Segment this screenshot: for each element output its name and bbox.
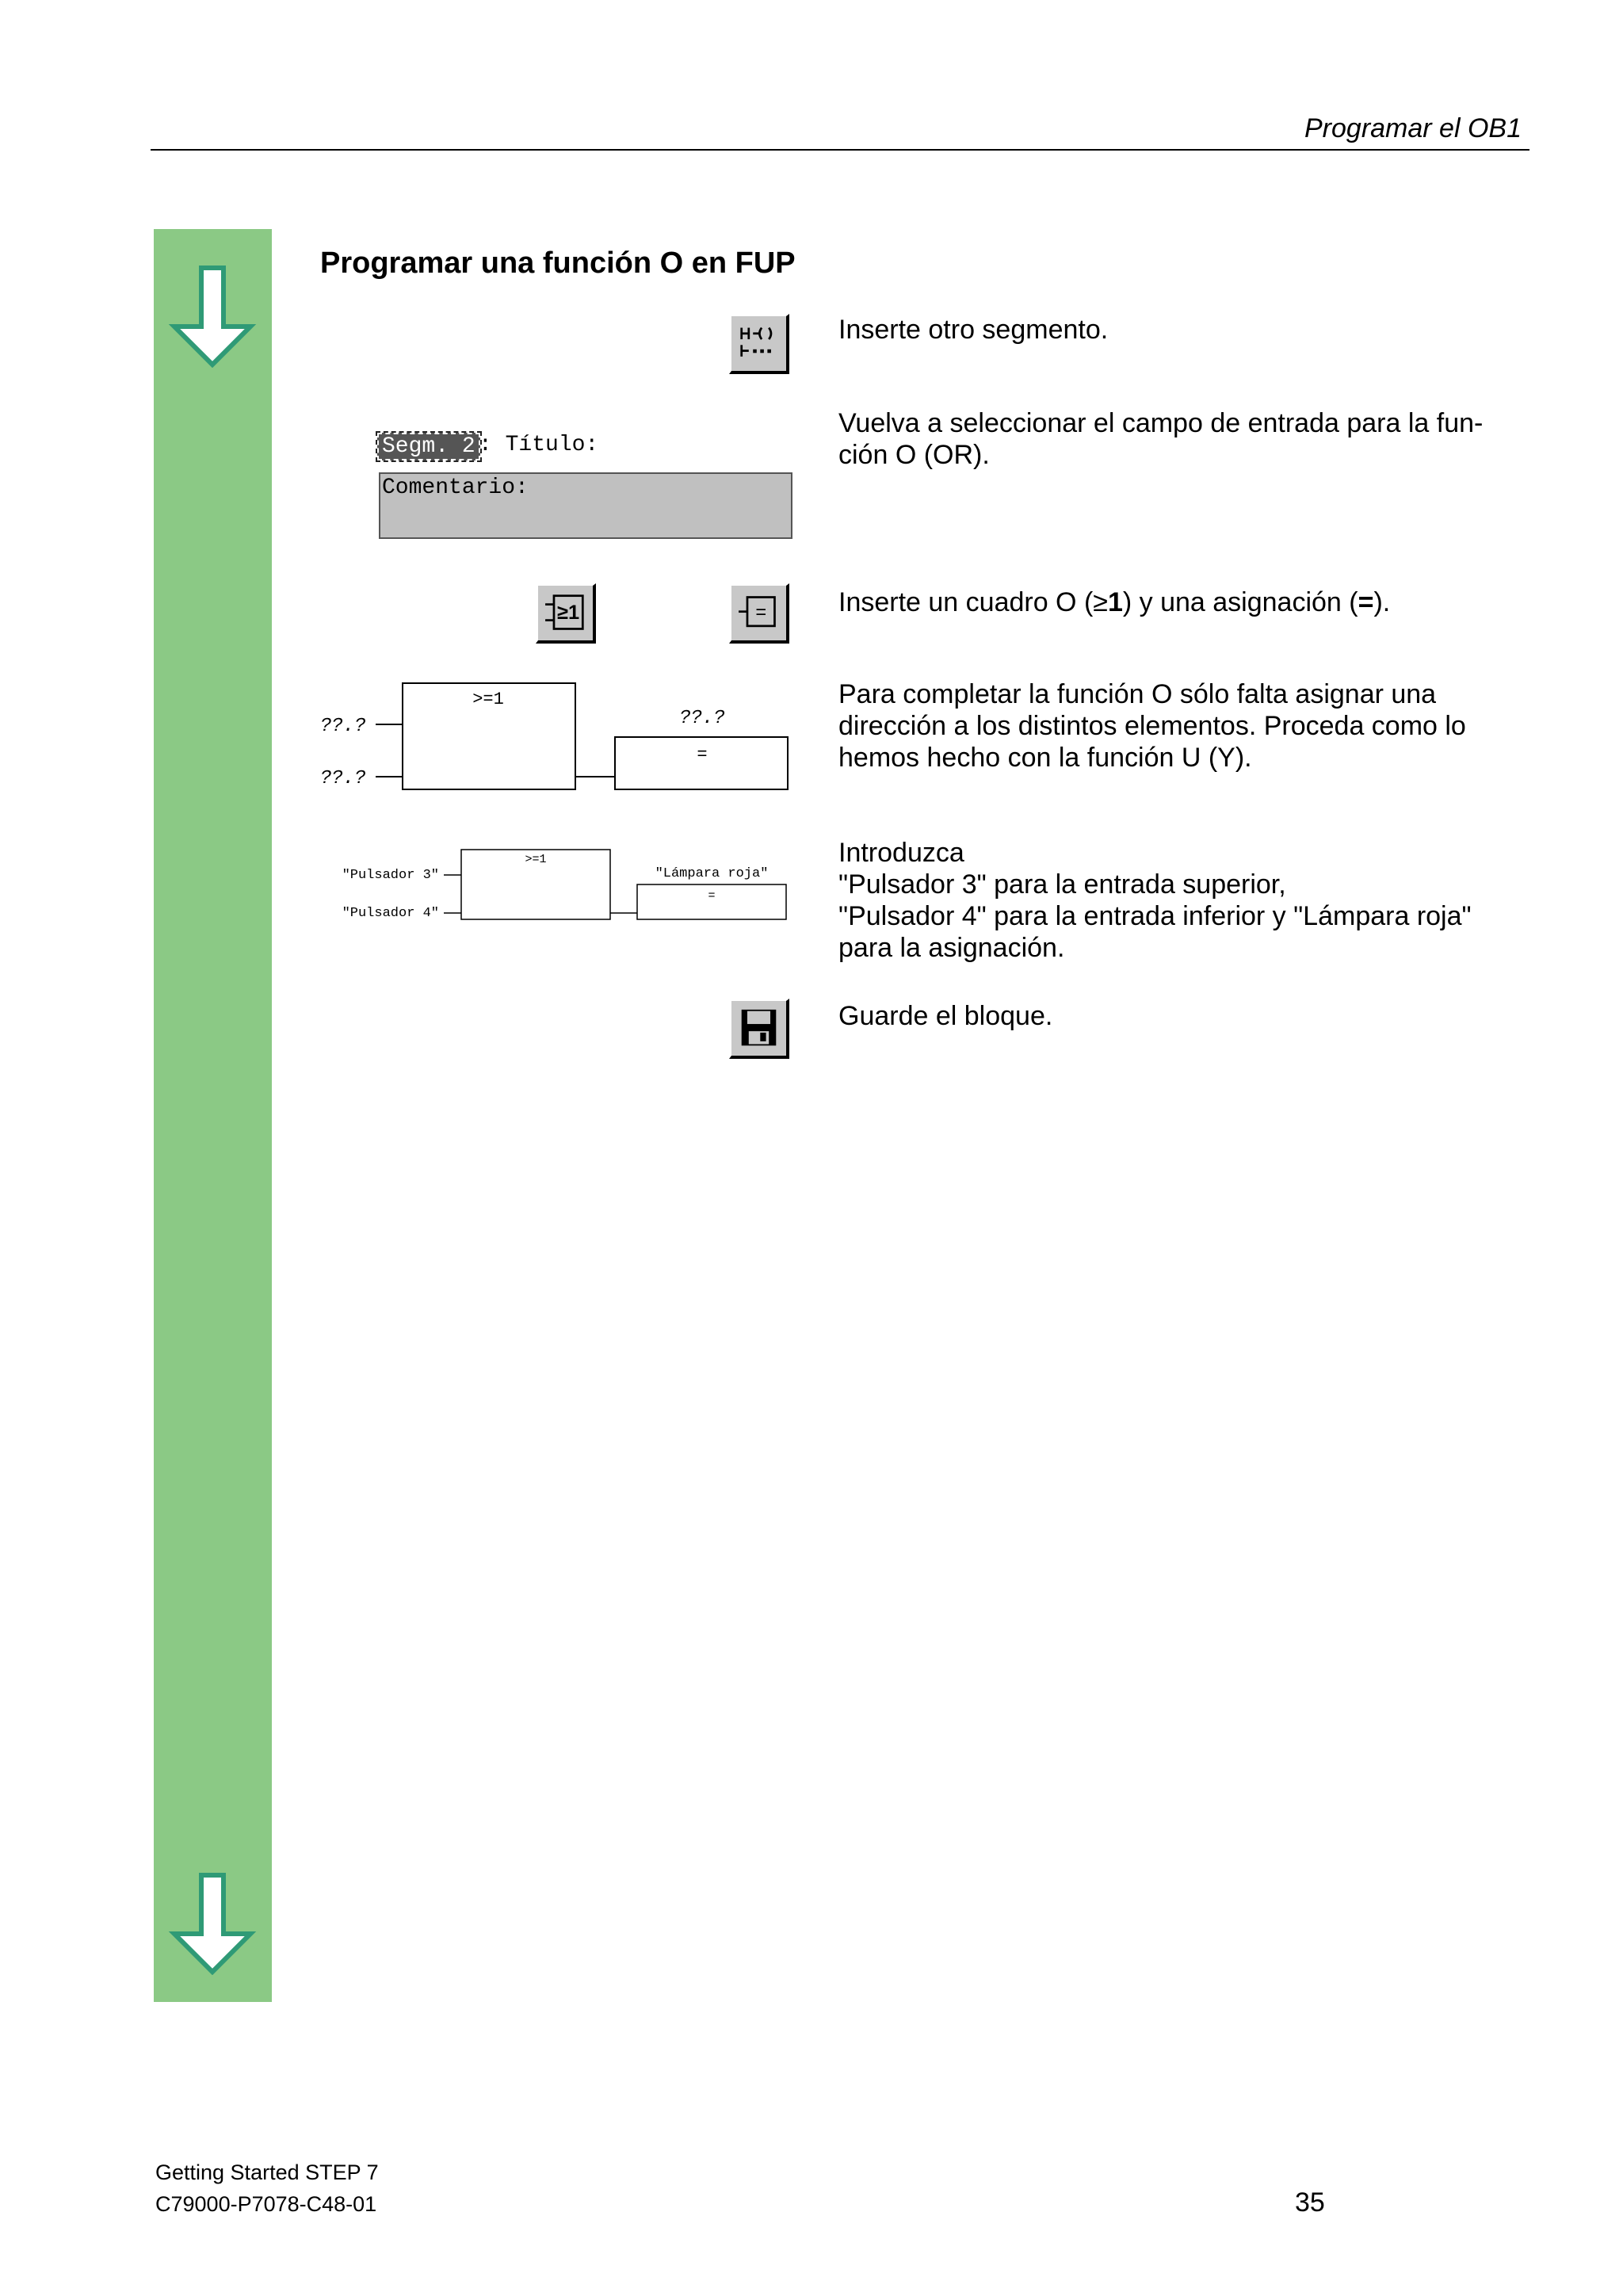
step-bold: 1 [1107,587,1123,617]
svg-text:=: = [755,602,767,623]
or-box-label: >=1 [472,690,504,709]
green-side-bar [154,229,272,2002]
save-floppy-icon[interactable] [729,999,789,1059]
step-line: "Pulsador 3" para la entrada superior, [838,869,1286,900]
step-line: ción O (OR). [838,440,990,470]
assignment-label: = [697,745,708,765]
or-box-icon[interactable] [536,583,596,644]
output-address[interactable]: ??.? [679,708,725,729]
step-line: para la asignación. [838,933,1065,963]
header-rule [151,149,1529,151]
step-assign-addresses [838,678,1512,774]
page-header-title: Programar el OB1 [1304,113,1522,143]
segment-title: : Título: [479,433,599,457]
segment-label[interactable]: Segm. 2 [377,433,480,460]
step-save-block: Guarde el bloque. [838,1001,1053,1031]
step-line: Introduzca [838,838,964,868]
page-number: 35 [1295,2187,1325,2218]
step-line: Vuelva a seleccionar el campo de entrada para la fun- [838,408,1484,438]
input-address[interactable]: ??.? [320,768,366,789]
section-title: Programar una función O en FUP [320,246,796,280]
input-address[interactable]: "Pulsador 3" [342,868,439,883]
step-insert-segment: Inserte otro segmento. [838,315,1109,345]
input-address[interactable]: ??.? [320,716,366,737]
step-text: Inserte un cuadro O ( [838,587,1094,617]
assignment-label: = [708,889,716,903]
step-line: hemos hecho con la función U (Y). [838,743,1252,773]
footer-title: Getting Started STEP 7 [155,2160,379,2184]
new-network-icon[interactable] [729,314,789,374]
input-address[interactable]: "Pulsador 4" [342,906,439,921]
step-text: ) y una asignación ( [1122,587,1358,617]
step-line: Para completar la función O sólo falta asignar una [838,679,1437,709]
step-line: "Pulsador 4" para la entrada inferior y "Lámpara roja" [838,901,1472,931]
assignment-icon[interactable] [729,583,789,644]
step-enter-symbols [838,837,1512,964]
step-line: dirección a los distintos elementos. Proceda como lo [838,711,1466,741]
comment-placeholder: Comentario: [382,476,529,500]
footer-order-number: C79000-P7078-C48-01 [155,2192,377,2216]
fup-diagram-filled [325,845,792,924]
fup-diagram-empty [317,680,792,799]
or-box-label: >=1 [525,853,547,866]
svg-text:≥1: ≥1 [557,601,580,624]
step-insert-or-box [838,586,1512,618]
ge-symbol: ≥ [1093,587,1108,617]
step-text: ). [1373,587,1391,617]
output-address[interactable]: "Lámpara roja" [655,866,769,881]
down-arrow-icon [168,265,257,368]
step-bold: = [1358,587,1374,617]
step-select-input [838,407,1512,471]
down-arrow-icon [168,1872,257,1975]
